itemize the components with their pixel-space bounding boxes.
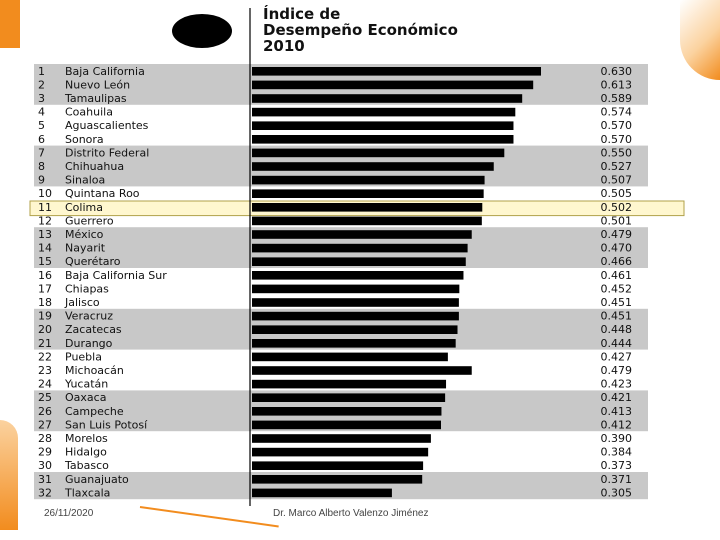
chart-title-line-2: Desempeño Económico <box>263 21 458 39</box>
bar <box>252 189 484 198</box>
bar <box>252 380 446 389</box>
rank-label: 18 <box>38 296 52 309</box>
bar <box>252 448 428 457</box>
rank-label: 21 <box>38 336 52 350</box>
value-label: 0.451 <box>600 296 632 309</box>
bar <box>252 461 423 470</box>
state-label: Coahuila <box>65 105 113 119</box>
bar <box>252 244 468 253</box>
value-label: 0.570 <box>600 132 632 146</box>
bar <box>252 67 541 76</box>
value-label: 0.427 <box>600 350 632 364</box>
state-label: Veracruz <box>65 309 114 323</box>
value-label: 0.305 <box>600 486 632 500</box>
value-label: 0.412 <box>600 418 632 432</box>
state-label: Tabasco <box>65 459 109 473</box>
rank-label: 3 <box>38 92 45 105</box>
state-label: Quintana Roo <box>65 187 140 201</box>
state-label: Nuevo León <box>65 78 131 92</box>
state-label: Guerrero <box>65 214 114 228</box>
value-label: 0.613 <box>600 78 632 92</box>
state-label: Hidalgo <box>65 445 107 459</box>
state-label: Chihuahua <box>65 160 125 173</box>
state-label: Sinaloa <box>65 173 106 187</box>
rank-label: 32 <box>38 486 52 500</box>
value-label: 0.501 <box>600 214 632 228</box>
state-label: Tamaulipas <box>65 92 127 105</box>
value-label: 0.466 <box>600 255 632 269</box>
rank-label: 17 <box>38 282 52 296</box>
state-label: San Luis Potosí <box>65 418 148 432</box>
value-label: 0.470 <box>600 241 632 255</box>
value-label: 0.630 <box>600 64 632 78</box>
state-label: Chiapas <box>65 282 109 296</box>
rank-label: 13 <box>38 228 52 241</box>
rank-label: 30 <box>38 459 52 473</box>
bar <box>252 135 513 144</box>
value-label: 0.371 <box>600 472 632 486</box>
state-label: Jalisco <box>65 296 100 309</box>
state-label: Zacatecas <box>65 323 122 337</box>
state-label: Baja California Sur <box>65 268 167 282</box>
bar <box>252 434 431 443</box>
state-label: Michoacán <box>65 364 124 377</box>
state-label: Nayarit <box>65 241 106 255</box>
bar <box>252 325 458 334</box>
state-label: Sonora <box>65 132 104 146</box>
bar <box>252 285 459 294</box>
bar <box>252 162 494 171</box>
footer-author: Dr. Marco Alberto Valenzo Jiménez <box>273 508 429 519</box>
bar <box>252 353 448 362</box>
value-label: 0.479 <box>600 364 632 377</box>
rank-label: 15 <box>38 255 52 269</box>
bar <box>252 393 445 402</box>
bar <box>252 312 459 321</box>
value-label: 0.444 <box>600 336 632 350</box>
value-label: 0.448 <box>600 323 632 337</box>
state-label: Guanajuato <box>65 472 129 486</box>
rank-label: 22 <box>38 350 52 364</box>
value-label: 0.421 <box>600 391 632 405</box>
rank-label: 16 <box>38 268 52 282</box>
rank-label: 12 <box>38 214 52 228</box>
bar <box>252 339 456 348</box>
value-label: 0.451 <box>600 309 632 323</box>
bar <box>252 81 533 90</box>
rank-label: 24 <box>38 377 52 391</box>
value-label: 0.502 <box>600 200 632 214</box>
bar <box>252 271 463 280</box>
value-label: 0.413 <box>600 404 632 418</box>
rank-label: 23 <box>38 364 52 377</box>
value-label: 0.589 <box>600 92 632 105</box>
bar <box>252 421 441 430</box>
value-label: 0.390 <box>600 432 632 445</box>
bar <box>252 366 472 375</box>
value-label: 0.505 <box>600 187 632 201</box>
bar <box>252 489 392 498</box>
value-label: 0.550 <box>600 146 632 160</box>
value-label: 0.384 <box>600 445 632 459</box>
rank-label: 14 <box>38 241 52 255</box>
rank-label: 27 <box>38 418 52 432</box>
state-label: Morelos <box>65 432 108 445</box>
rank-label: 20 <box>38 323 52 337</box>
state-label: Yucatán <box>65 377 109 391</box>
rank-label: 8 <box>38 160 45 173</box>
rank-label: 19 <box>38 309 52 323</box>
bar <box>252 94 522 103</box>
rank-label: 6 <box>38 132 45 146</box>
state-label: México <box>65 228 104 241</box>
rank-label: 7 <box>38 146 45 160</box>
rank-label: 4 <box>38 105 45 119</box>
state-label: Baja California <box>65 64 145 78</box>
state-label: Oaxaca <box>65 391 107 405</box>
bar <box>252 217 482 226</box>
value-label: 0.479 <box>600 228 632 241</box>
bar <box>252 108 515 117</box>
bar <box>252 475 422 484</box>
state-label: Aguascalientes <box>65 119 149 133</box>
state-label: Puebla <box>65 350 102 364</box>
bar <box>252 203 482 212</box>
value-label: 0.461 <box>600 268 632 282</box>
rank-label: 1 <box>38 64 45 78</box>
state-label: Durango <box>65 336 113 350</box>
bar <box>252 257 466 266</box>
value-label: 0.574 <box>600 105 632 119</box>
rank-label: 25 <box>38 391 52 405</box>
value-label: 0.570 <box>600 119 632 133</box>
value-label: 0.452 <box>600 282 632 296</box>
value-label: 0.527 <box>600 160 632 173</box>
bar <box>252 407 441 416</box>
state-label: Campeche <box>65 404 124 418</box>
bar <box>252 149 504 158</box>
bar <box>252 121 513 130</box>
chart-title-line-1: Índice de <box>263 5 341 23</box>
rank-label: 28 <box>38 432 52 445</box>
footer-date: 26/11/2020 <box>44 508 94 519</box>
rank-label: 10 <box>38 187 52 201</box>
rank-label: 31 <box>38 472 52 486</box>
chart-title-line-3: 2010 <box>263 37 305 55</box>
rank-label: 29 <box>38 445 52 459</box>
rank-label: 5 <box>38 119 45 133</box>
state-label: Tlaxcala <box>65 486 111 500</box>
bar <box>252 176 485 185</box>
value-label: 0.507 <box>600 173 632 187</box>
value-label: 0.423 <box>600 377 632 391</box>
rank-label: 11 <box>38 200 52 214</box>
state-label: Distrito Federal <box>65 146 150 160</box>
value-label: 0.373 <box>600 459 632 473</box>
rank-label: 26 <box>38 404 52 418</box>
rank-label: 2 <box>38 78 45 92</box>
bar <box>252 298 459 307</box>
state-label: Querétaro <box>65 255 121 269</box>
bar <box>252 230 472 239</box>
state-label: Colima <box>65 200 103 214</box>
rank-label: 9 <box>38 173 45 187</box>
